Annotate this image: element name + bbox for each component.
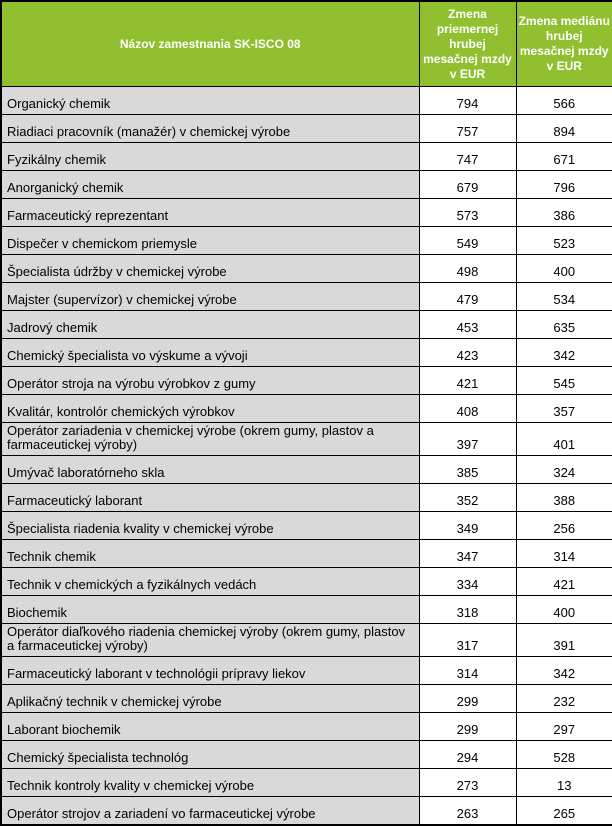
occupation-cell: Laborant biochemik — [1, 713, 419, 741]
median-wage-change-cell: 894 — [516, 115, 612, 143]
occupation-cell: Operátor strojov a zariadení vo farmaceutickej výrobe — [1, 797, 419, 826]
table-row — [1, 741, 612, 769]
header-row — [1, 1, 612, 87]
occupation-cell: Farmaceutický laborant — [1, 484, 419, 512]
occupation-cell: Farmaceutický laborant v technológii prípravy liekov — [1, 657, 419, 685]
avg-wage-change-cell: 757 — [419, 115, 516, 143]
table-row — [1, 199, 612, 227]
occupation-cell: Umývač laboratórneho skla — [1, 456, 419, 484]
avg-wage-change-cell: 397 — [419, 423, 516, 456]
table-row — [1, 339, 612, 367]
occupation-cell: Chemický špecialista technológ — [1, 741, 419, 769]
median-wage-change-cell: 388 — [516, 484, 612, 512]
median-wage-change-cell: 256 — [516, 512, 612, 540]
avg-wage-change-cell: 349 — [419, 512, 516, 540]
median-wage-change-cell: 523 — [516, 227, 612, 255]
avg-wage-change-cell: 294 — [419, 741, 516, 769]
table-row — [1, 456, 612, 484]
median-wage-change-cell: 400 — [516, 255, 612, 283]
median-wage-change-cell: 671 — [516, 143, 612, 171]
occupation-cell: Farmaceutický reprezentant — [1, 199, 419, 227]
occupation-cell: Špecialista údržby v chemickej výrobe — [1, 255, 419, 283]
table-row — [1, 423, 612, 456]
avg-wage-change-cell: 299 — [419, 713, 516, 741]
table-row — [1, 713, 612, 741]
table-row — [1, 367, 612, 395]
median-wage-change-cell: 357 — [516, 395, 612, 423]
occupation-cell: Dispečer v chemickom priemysle — [1, 227, 419, 255]
occupation-cell: Technik chemik — [1, 540, 419, 568]
table-row — [1, 283, 612, 311]
table-row — [1, 512, 612, 540]
table-row — [1, 143, 612, 171]
column-header-occupation: Názov zamestnania SK-ISCO 08 — [1, 1, 419, 87]
avg-wage-change-cell: 347 — [419, 540, 516, 568]
table-row — [1, 624, 612, 657]
table-row — [1, 596, 612, 624]
table-row — [1, 769, 612, 797]
table-row — [1, 115, 612, 143]
median-wage-change-cell: 421 — [516, 568, 612, 596]
occupation-cell: Anorganický chemik — [1, 171, 419, 199]
occupation-cell: Chemický špecialista vo výskume a vývoji — [1, 339, 419, 367]
occupation-cell: Biochemik — [1, 596, 419, 624]
table-body — [1, 87, 612, 826]
table-row — [1, 797, 612, 826]
column-header-median-wage-change: Zmena mediánu hrubej mesačnej mzdy v EUR — [516, 1, 612, 87]
occupation-cell: Riadiaci pracovník (manažér) v chemickej výrobe — [1, 115, 419, 143]
avg-wage-change-cell: 498 — [419, 255, 516, 283]
median-wage-change-cell: 265 — [516, 797, 612, 826]
occupation-cell: Technik v chemických a fyzikálnych vedách — [1, 568, 419, 596]
table-row — [1, 568, 612, 596]
median-wage-change-cell: 342 — [516, 657, 612, 685]
median-wage-change-cell: 13 — [516, 769, 612, 797]
table-row — [1, 87, 612, 115]
table-row — [1, 227, 612, 255]
avg-wage-change-cell: 479 — [419, 283, 516, 311]
occupation-cell: Fyzikálny chemik — [1, 143, 419, 171]
table-row — [1, 657, 612, 685]
median-wage-change-cell: 314 — [516, 540, 612, 568]
median-wage-change-cell: 528 — [516, 741, 612, 769]
avg-wage-change-cell: 318 — [419, 596, 516, 624]
avg-wage-change-cell: 423 — [419, 339, 516, 367]
avg-wage-change-cell: 299 — [419, 685, 516, 713]
avg-wage-change-cell: 679 — [419, 171, 516, 199]
occupation-cell: Operátor zariadenia v chemickej výrobe (okrem gumy, plastov a farmaceutickej výroby) — [1, 423, 419, 456]
table-header — [1, 1, 612, 87]
table-row — [1, 395, 612, 423]
column-header-avg-wage-change: Zmena priemernej hrubej mesačnej mzdy v EUR — [419, 1, 516, 87]
median-wage-change-cell: 566 — [516, 87, 612, 115]
avg-wage-change-cell: 421 — [419, 367, 516, 395]
occupation-cell: Kvalitár, kontrolór chemických výrobkov — [1, 395, 419, 423]
table-row — [1, 171, 612, 199]
avg-wage-change-cell: 453 — [419, 311, 516, 339]
median-wage-change-cell: 400 — [516, 596, 612, 624]
occupation-cell: Aplikačný technik v chemickej výrobe — [1, 685, 419, 713]
table-row — [1, 540, 612, 568]
avg-wage-change-cell: 549 — [419, 227, 516, 255]
table-row — [1, 685, 612, 713]
occupation-cell: Operátor diaľkového riadenia chemickej výroby (okrem gumy, plastov a farmaceutickej výroby) — [1, 624, 419, 657]
occupation-cell: Jadrový chemik — [1, 311, 419, 339]
table-row — [1, 484, 612, 512]
occupation-cell: Operátor stroja na výrobu výrobkov z gumy — [1, 367, 419, 395]
avg-wage-change-cell: 263 — [419, 797, 516, 826]
median-wage-change-cell: 297 — [516, 713, 612, 741]
avg-wage-change-cell: 747 — [419, 143, 516, 171]
median-wage-change-cell: 342 — [516, 339, 612, 367]
median-wage-change-cell: 401 — [516, 423, 612, 456]
occupation-cell: Špecialista riadenia kvality v chemickej výrobe — [1, 512, 419, 540]
avg-wage-change-cell: 334 — [419, 568, 516, 596]
avg-wage-change-cell: 314 — [419, 657, 516, 685]
avg-wage-change-cell: 273 — [419, 769, 516, 797]
avg-wage-change-cell: 317 — [419, 624, 516, 657]
median-wage-change-cell: 796 — [516, 171, 612, 199]
median-wage-change-cell: 232 — [516, 685, 612, 713]
occupation-cell: Majster (supervízor) v chemickej výrobe — [1, 283, 419, 311]
median-wage-change-cell: 635 — [516, 311, 612, 339]
avg-wage-change-cell: 408 — [419, 395, 516, 423]
table-row — [1, 255, 612, 283]
occupation-cell: Technik kontroly kvality v chemickej výrobe — [1, 769, 419, 797]
avg-wage-change-cell: 385 — [419, 456, 516, 484]
median-wage-change-cell: 545 — [516, 367, 612, 395]
median-wage-change-cell: 386 — [516, 199, 612, 227]
avg-wage-change-cell: 794 — [419, 87, 516, 115]
avg-wage-change-cell: 573 — [419, 199, 516, 227]
median-wage-change-cell: 391 — [516, 624, 612, 657]
median-wage-change-cell: 534 — [516, 283, 612, 311]
table-row — [1, 311, 612, 339]
avg-wage-change-cell: 352 — [419, 484, 516, 512]
occupation-cell: Organický chemik — [1, 87, 419, 115]
median-wage-change-cell: 324 — [516, 456, 612, 484]
